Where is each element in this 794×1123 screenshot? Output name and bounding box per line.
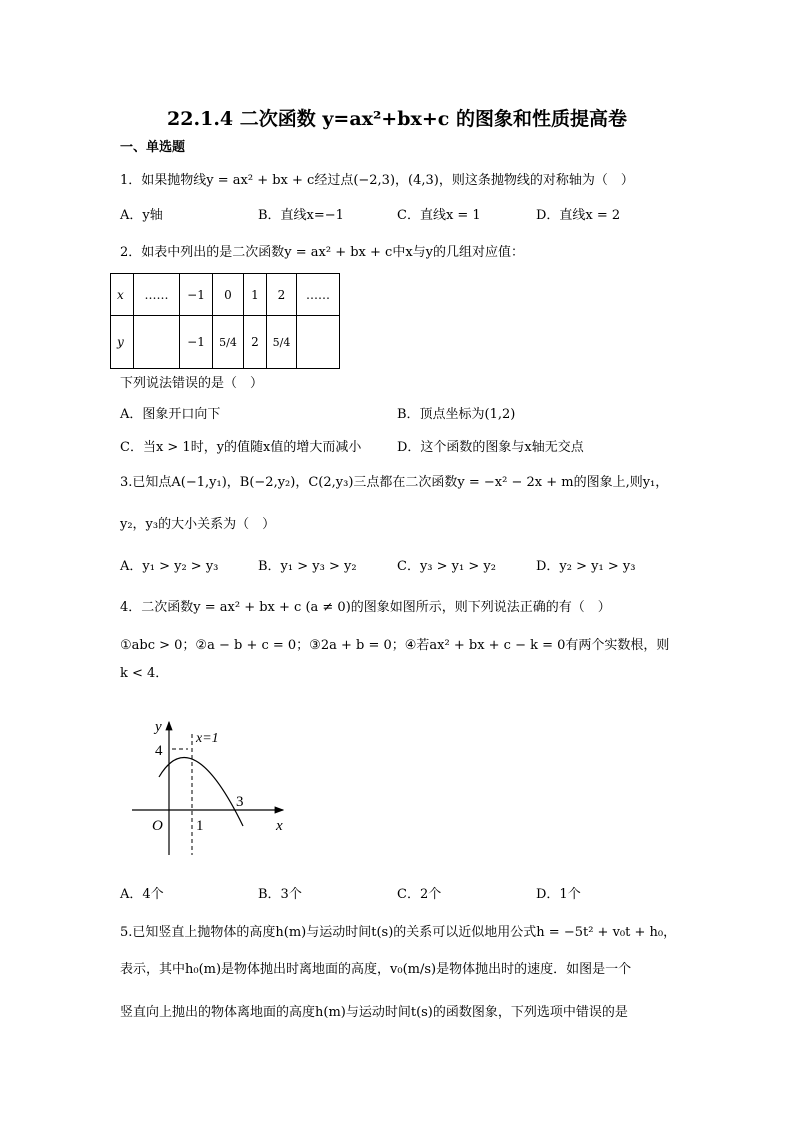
root-label: 3 — [236, 794, 244, 810]
vertex-y-label: 4 — [155, 743, 163, 759]
table-cell-fraction: 5/4 — [213, 316, 244, 369]
symmetry-axis-label: x=1 — [196, 731, 219, 746]
q1-stem: 1．如果抛物线y = ax² + bx + c经过点(−2,3)，(4,3)，则这条抛物线的对称轴为（ ） — [120, 173, 634, 188]
q4-option-d: D．1个 — [536, 887, 581, 902]
q1-option-a: A．y轴 — [120, 208, 163, 223]
q2-option-b: B．顶点坐标为(1,2) — [397, 407, 516, 422]
q3-option-c: C．y₃ > y₁ > y₂ — [397, 559, 496, 574]
table-x-label: x — [111, 274, 134, 316]
tick-1-label: 1 — [196, 818, 204, 834]
q1-option-b: B．直线x=−1 — [258, 208, 344, 223]
q5-line1: 5.已知竖直上抛物体的高度h(m)与运动时间t(s)的关系可以近似地用公式h = −5t² + v₀t + h₀， — [120, 925, 677, 940]
page-title: 22.1.4 二次函数 y=ax²+bx+c 的图象和性质提高卷 — [167, 108, 627, 130]
q3-stem-line2: y₂，y₃的大小关系为（ ） — [120, 517, 276, 532]
q3-option-a: A．y₁ > y₂ > y₃ — [120, 559, 219, 574]
q3-stem-line1: 3.已知点A(−1,y₁)，B(−2,y₂)，C(2,y₃)三点都在二次函数y = −x² − 2x + m的图象上,则y₁， — [120, 475, 669, 490]
parabola-curve — [159, 758, 243, 826]
y-axis-label: y — [155, 719, 162, 735]
q2-prompt: 下列说法错误的是（ ） — [120, 376, 264, 391]
section-heading: 一、单选题 — [120, 140, 186, 155]
x-axis-label: x — [276, 818, 283, 834]
q2-option-d: D．这个函数的图象与x轴无交点 — [397, 440, 584, 455]
q1-option-c: C．直线x = 1 — [397, 208, 481, 223]
q2-option-a: A．图象开口向下 — [120, 407, 221, 422]
table-cell: −1 — [180, 316, 213, 369]
table-cell: 2 — [267, 274, 297, 316]
q3-option-b: B．y₁ > y₃ > y₂ — [258, 559, 357, 574]
q2-option-c: C．当x > 1时，y的值随x值的增大而减小 — [120, 440, 362, 455]
q4-statements-line1: ①abc > 0；②a − b + c = 0；③2a + b = 0；④若ax² + bx + c − k = 0有两个实数根，则 — [120, 638, 670, 653]
q5-line2: 表示，其中h₀(m)是物体抛出时离地面的高度，v₀(m/s)是物体抛出时的速度．如图是一个 — [120, 962, 632, 977]
table-cell: −1 — [180, 274, 213, 316]
table-cell: 0 — [213, 274, 244, 316]
q2-stem: 2．如表中列出的是二次函数y = ax² + bx + c中x与y的几组对应值： — [120, 245, 524, 260]
q4-option-b: B．3个 — [258, 887, 302, 902]
q4-option-c: C．2个 — [397, 887, 442, 902]
table-cell-fraction: 5/4 — [267, 316, 297, 369]
table-cell: 1 — [244, 274, 267, 316]
table-cell: …… — [297, 274, 340, 316]
origin-label: O — [152, 818, 163, 834]
q4-option-a: A．4个 — [120, 887, 164, 902]
q5-line3: 竖直向上抛出的物体离地面的高度h(m)与运动时间t(s)的函数图象，下列选项中错误的是 — [120, 1005, 628, 1020]
q1-option-d: D．直线x = 2 — [536, 208, 621, 223]
table-y-label: y — [111, 316, 134, 369]
q4-stem: 4．二次函数y = ax² + bx + c (a ≠ 0)的图象如图所示，则下列说法正确的有（ ） — [120, 600, 611, 615]
q4-statements-line2: k < 4． — [120, 666, 169, 681]
q3-option-d: D．y₂ > y₁ > y₃ — [536, 559, 636, 574]
table-cell: …… — [134, 274, 180, 316]
table-cell: 2 — [244, 316, 267, 369]
